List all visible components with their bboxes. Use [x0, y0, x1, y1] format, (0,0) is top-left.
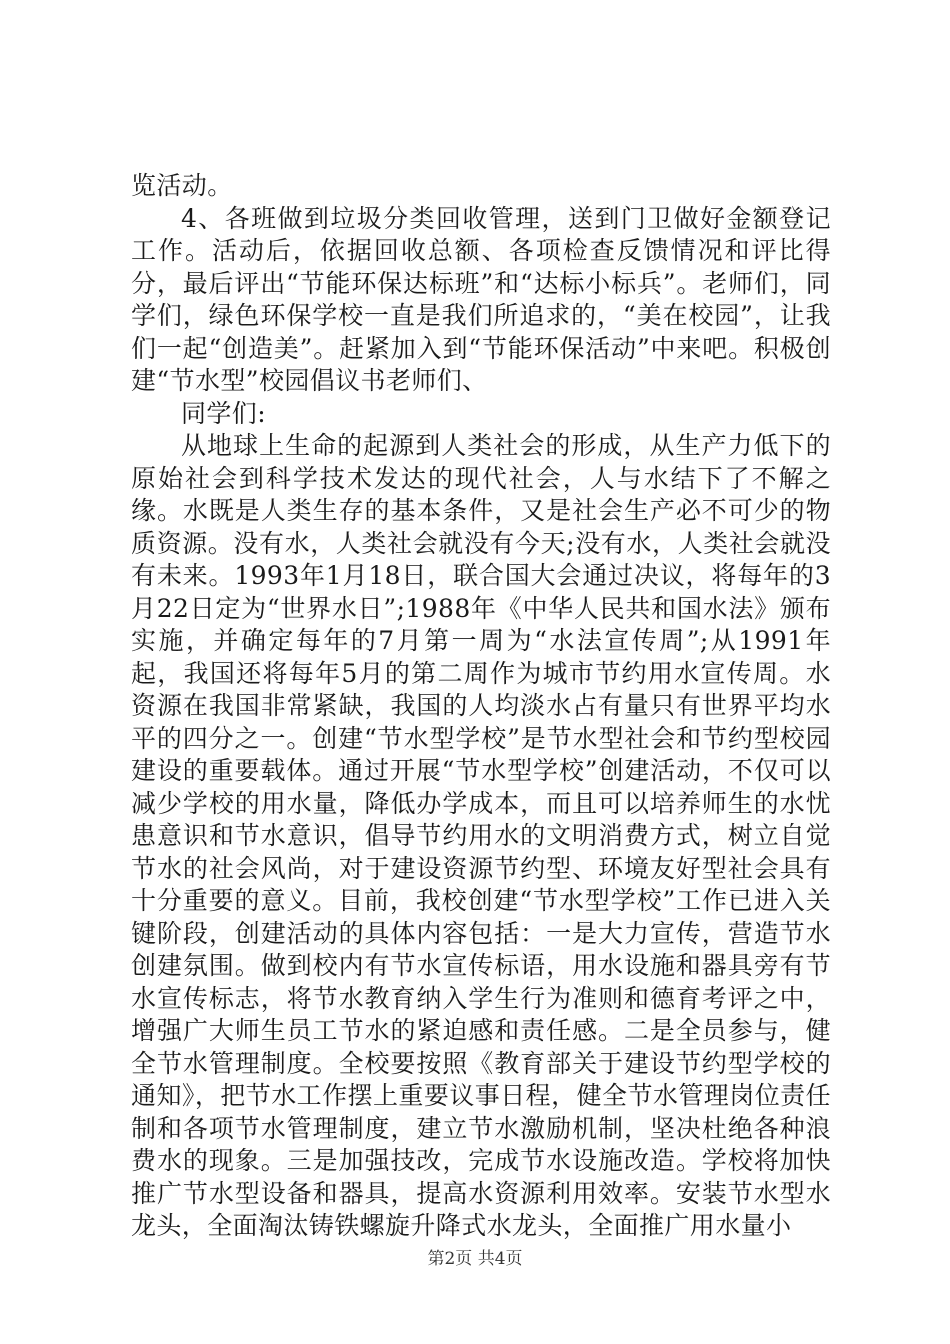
document-body	[131, 170, 831, 1243]
page-number-footer: 第2页 共4页	[427, 1249, 523, 1269]
paragraph-3: 同学们:	[181, 398, 267, 428]
paragraph-2: 4、各班做到垃圾分类回收管理，送到门卫做好金额登记工作。活动后，依据回收总额、各项检查反馈情况和评比得分，最后评出“节能环保达标班”和“达标小标兵”。老师们，同学们，绿色环保学校一直是我们所追求的，“美在校园”，让我们一起“创造美”。赶紧加入到“节能环保活动”中来吧。积极创建“节水型”校园倡议书老师们、	[131, 203, 831, 395]
paragraph-4: 从地球上生命的起源到人类社会的形成，从生产力低下的原始社会到科学技术发达的现代社会，人与水结下了不解之缘。水既是人类生存的基本条件，又是社会生产必不可少的物质资源。没有水，人类社会就没有今天;没有水，人类社会就没有未来。1993年1月18日，联合国大会通过决议，将每年的3月22日定为“世界水日”;1988年《中华人民共和国水法》颁布实施，并确定每年的7月第一周为“水法宣传周”;从1991年起，我国还将每年5月的第二周作为城市节约用水宣传周。水资源在我国非常紧缺，我国的人均淡水占有量只有世界平均水平的四分之一。创建“节水型学校”是节水型社会和节约型校园建设的重要载体。通过开展“节水型学校”创建活动，不仅可以减少学校的用水量，降低办学成本，而且可以培养师生的水忧患意识和节水意识，倡导节约用水的文明消费方式，树立自觉节水的社会风尚，对于建设资源节约型、环境友好型社会具有十分重要的意义。目前，我校创建“节水型学校”工作已进入关键阶段，创建活动的具体内容包括：一是大力宣传，营造节水创建氛围。做到校内有节水宣传标语，用水设施和器具旁有节水宣传标志，将节水教育纳入学生行为准则和德育考评之中，增强广大师生员工节水的紧迫感和责任感。二是全员参与，健全节水管理制度。全校要按照《教育部关于建设节约型学校的通知》，把节水工作摆上重要议事日程，健全节水管理岗位责任制和各项节水管理制度，建立节水激励机制，坚决杜绝各种浪费水的现象。三是加强技改，完成节水设施改造。学校将加快推广节水型设备和器具，提高水资源利用效率。安装节水型水龙头，全面淘汰铸铁螺旋升降式水龙头，全面推广用水量小	[131, 431, 831, 1240]
paragraph-1: 览活动。	[131, 171, 233, 200]
